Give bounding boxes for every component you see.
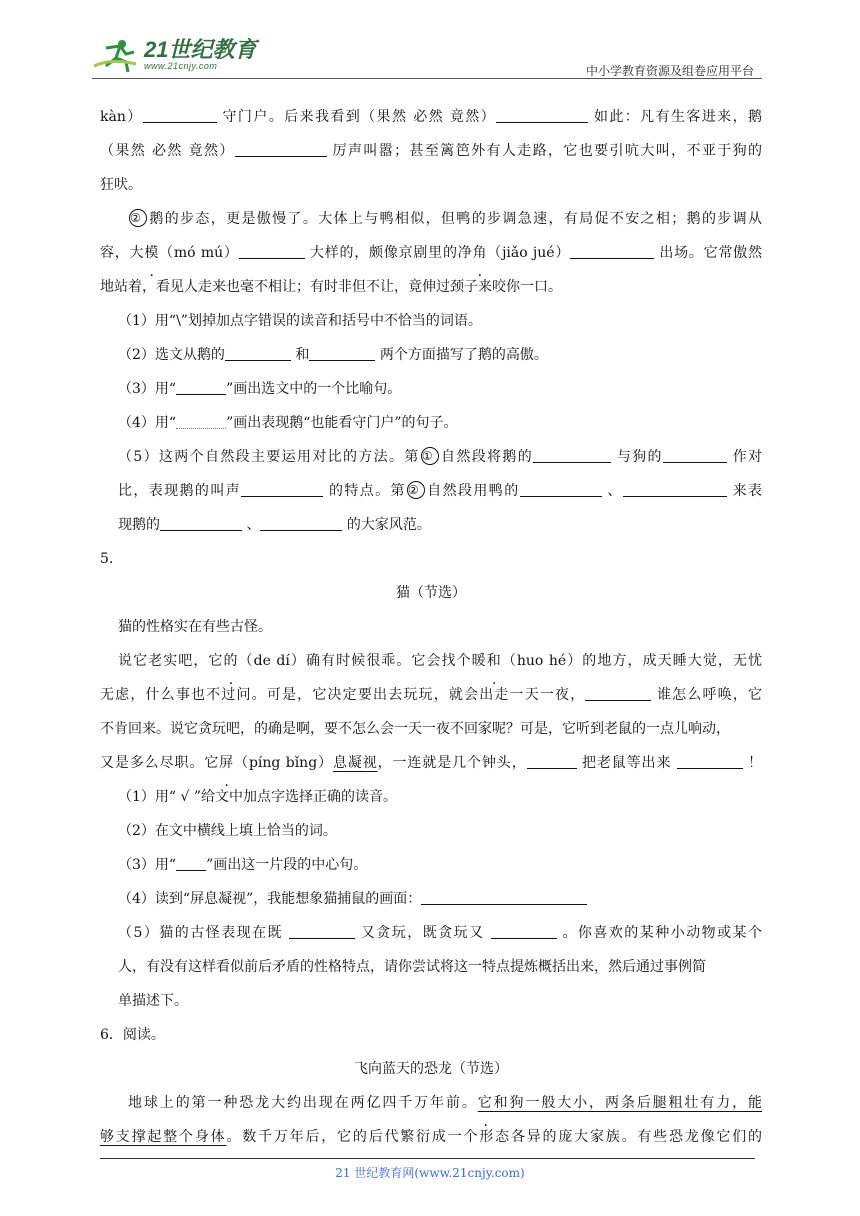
text: （5）这两个自然段主要运用对比的方法。第 <box>118 449 420 465</box>
s5-question-1: （1）用“ √ ”给文中加点字选择正确的读音。 <box>118 789 398 805</box>
text: 又是多么尽职。它 <box>100 755 220 771</box>
circled-number: ② <box>129 209 147 227</box>
text: 说它老实吧，它 <box>118 653 224 669</box>
text: 把老鼠等出来 <box>581 755 672 771</box>
underline-sample <box>176 412 226 429</box>
text: 、 <box>607 483 623 499</box>
answer-blank[interactable] <box>527 752 577 769</box>
text: （de dí）确有时候很乖。它会找个暖 <box>238 653 487 669</box>
dotted-char: 模 <box>144 245 160 261</box>
text: （3）用“ <box>118 381 177 397</box>
circled-number: ① <box>421 447 439 465</box>
s4-question-5a <box>100 440 762 474</box>
text: （3）用“ <box>118 857 177 873</box>
s4-question-2 <box>100 338 762 372</box>
text: ”画出这一片段的中心句。 <box>206 857 368 873</box>
text: 与狗的 <box>616 449 663 465</box>
text: 如此：凡有生客进来，鹅 <box>593 109 762 125</box>
platform-slogan: 中小学教育资源及组卷应用平台 <box>585 64 754 78</box>
s5-p2-line-1 <box>100 644 762 678</box>
text: （4）用“ <box>118 415 177 431</box>
answer-blank[interactable] <box>491 922 557 939</box>
s5-question-3 <box>100 848 762 882</box>
s4-question-3 <box>100 372 762 406</box>
answer-blank[interactable] <box>585 684 651 701</box>
footer-divider <box>100 1158 755 1159</box>
text: （huo hé）的地方，成天睡大觉，无忧 <box>501 653 763 669</box>
text: 、 <box>246 517 261 533</box>
answer-blank[interactable] <box>160 514 242 531</box>
s4-line-4 <box>100 202 762 236</box>
s5-p2-line-4 <box>100 746 762 780</box>
text: 谁怎么呼唤，它 <box>657 687 763 703</box>
text: ！ <box>748 755 763 771</box>
s4-question-5b <box>100 474 762 508</box>
answer-blank[interactable] <box>520 480 602 497</box>
text: 作对 <box>732 449 763 465</box>
text: ”画出选文中的一个比喻句。 <box>226 381 402 397</box>
dotted-char: 角 <box>472 245 488 261</box>
underlined-phrase: 和狗一般大小，两条后腿粗壮有力，能 <box>493 1095 763 1111</box>
document-body <box>100 100 762 1154</box>
question-number-6: 6．阅读。 <box>100 1027 165 1043</box>
pinyin-options: （jiǎo jué） <box>487 245 571 261</box>
text: ，一连就是几个钟头， <box>377 755 527 771</box>
answer-blank[interactable] <box>570 242 654 259</box>
answer-blank[interactable] <box>309 344 375 361</box>
s4-question-1: （1）用“\”划掉加点字错误的读音和括号中不恰当的词语。 <box>118 313 482 329</box>
s4-question-5c <box>100 508 762 542</box>
pinyin-options: （píng bǐng） <box>234 755 333 771</box>
question-number-5: 5. <box>100 551 114 567</box>
text: 自然段用鸭的 <box>425 483 520 499</box>
text: 地球上的第一种恐龙大约出现在两亿四千万年前。 <box>128 1095 478 1111</box>
s6-p1-line-1 <box>100 1086 762 1120</box>
s5-question-4 <box>100 882 762 916</box>
answer-blank[interactable] <box>260 514 342 531</box>
header-divider <box>92 78 762 79</box>
s6-p1-line-2 <box>100 1120 762 1154</box>
text: 大样的，颇像京剧里的净 <box>309 245 473 261</box>
text: 容，大 <box>100 245 145 261</box>
text: 现鹅的 <box>118 517 160 533</box>
s4-line-6: 地站着，看见人走来也毫不相让；有时非但不让，竟伸过颈子来咬你一口。 <box>100 279 562 295</box>
text: 。数千万年后，它的后代繁衍成一个形态各异的庞大家族。有些恐龙像它们的 <box>226 1129 763 1145</box>
text: （4）读到“屏息凝视”，我能想象猫捕鼠的画面： <box>118 891 422 907</box>
text: 无虑，什么事也不过问。可是，它决定要出去玩玩，就会出走一天一夜， <box>100 687 586 703</box>
answer-blank[interactable] <box>496 106 588 123</box>
answer-blank[interactable] <box>623 480 727 497</box>
s5-question-2: （2）在文中横线上填上恰当的词。 <box>118 823 337 839</box>
text: （2）选文从鹅的 <box>118 347 225 363</box>
s4-line-5 <box>100 236 762 270</box>
s5-title: 猫（节选） <box>396 585 466 601</box>
answer-blank[interactable] <box>225 344 291 361</box>
s4-line-2 <box>100 134 762 168</box>
dotted-char: 和 <box>486 653 502 669</box>
s6-title: 飞向蓝天的恐龙（节选） <box>354 1061 508 1077</box>
answer-blank[interactable] <box>663 446 727 463</box>
text: 又贪玩，既贪玩又 <box>360 925 485 941</box>
answer-blank[interactable] <box>143 106 217 123</box>
page-footer[interactable]: 21 世纪教育网(www.21cnjy.com) <box>335 1166 525 1180</box>
text: （果然 必然 竟然） <box>100 143 235 159</box>
logo-main-text: 21世纪教育 <box>144 37 257 62</box>
s5-question-5b: 人，有没有这样看似前后矛盾的性格特点，请你尝试将这一特点提炼概括出来，然后通过事例简 <box>118 959 706 975</box>
underlined-phrase: 够支撑起整个身体 <box>100 1129 227 1145</box>
s4-line-1 <box>100 100 762 134</box>
dotted-char: 它 <box>477 1095 494 1111</box>
answer-blank[interactable] <box>677 752 743 769</box>
text: 比，表现鹅的叫声 <box>118 483 242 499</box>
text: ”画出表现鹅“也能看守门户”的句子。 <box>226 415 458 431</box>
s4-question-4 <box>100 406 762 440</box>
s5-p2-line-2 <box>100 678 762 712</box>
underline-sample <box>176 378 226 395</box>
text: 的大家风范。 <box>346 517 431 533</box>
circled-number: ② <box>407 481 425 499</box>
dotted-char: 的 <box>223 653 239 669</box>
text: 出场。它常傲然 <box>659 245 763 261</box>
logo-url-text: www.21cnjy.com <box>144 61 218 71</box>
s5-p1: 猫的性格实在有些古怪。 <box>118 619 272 635</box>
text: 厉声叫嚣；甚至篱笆外有人走路，它也要引吭大叫，不亚于狗的 <box>332 143 763 159</box>
answer-blank[interactable] <box>421 888 587 905</box>
text: 自然段将鹅的 <box>439 449 534 465</box>
text: 来表 <box>732 483 763 499</box>
answer-blank[interactable] <box>235 140 327 157</box>
site-logo[interactable] <box>92 36 256 74</box>
answer-blank[interactable] <box>289 922 355 939</box>
runner-logo-icon <box>92 36 140 74</box>
text: 鹅的步态，更是傲慢了。大体上与鸭相似，但鸭的步调急速，有局促不安之相；鹅的步调从 <box>148 211 762 227</box>
text: kàn） <box>100 109 143 125</box>
answer-blank[interactable] <box>533 446 611 463</box>
underlined-phrase: 息凝视 <box>332 755 378 771</box>
underline-sample <box>176 854 206 871</box>
text: 和 <box>295 347 310 363</box>
answer-blank[interactable] <box>239 242 305 259</box>
dotted-char: 屏 <box>219 755 235 771</box>
text: 守门户。后来我看到（果然 必然 竟然） <box>222 109 497 125</box>
s5-p2-line-3: 不肯回来。说它贪玩吧，的确是啊，要不怎么会一天一夜不回家呢？可是，它听到老鼠的一点儿响动， <box>100 721 730 737</box>
text: 。你喜欢的某种小动物或某个 <box>562 925 763 941</box>
s5-question-5c: 单描述下。 <box>118 993 188 1009</box>
text: 两个方面描写了鹅的高傲。 <box>379 347 548 363</box>
text: （5）猫的古怪表现在既 <box>118 925 284 941</box>
answer-blank[interactable] <box>241 480 323 497</box>
page-header <box>92 28 762 80</box>
text: 的特点。第 <box>328 483 406 499</box>
s4-line-3: 狂吠。 <box>100 177 142 193</box>
pinyin-options: （mó mú） <box>159 245 239 261</box>
s5-question-5a <box>100 916 762 950</box>
